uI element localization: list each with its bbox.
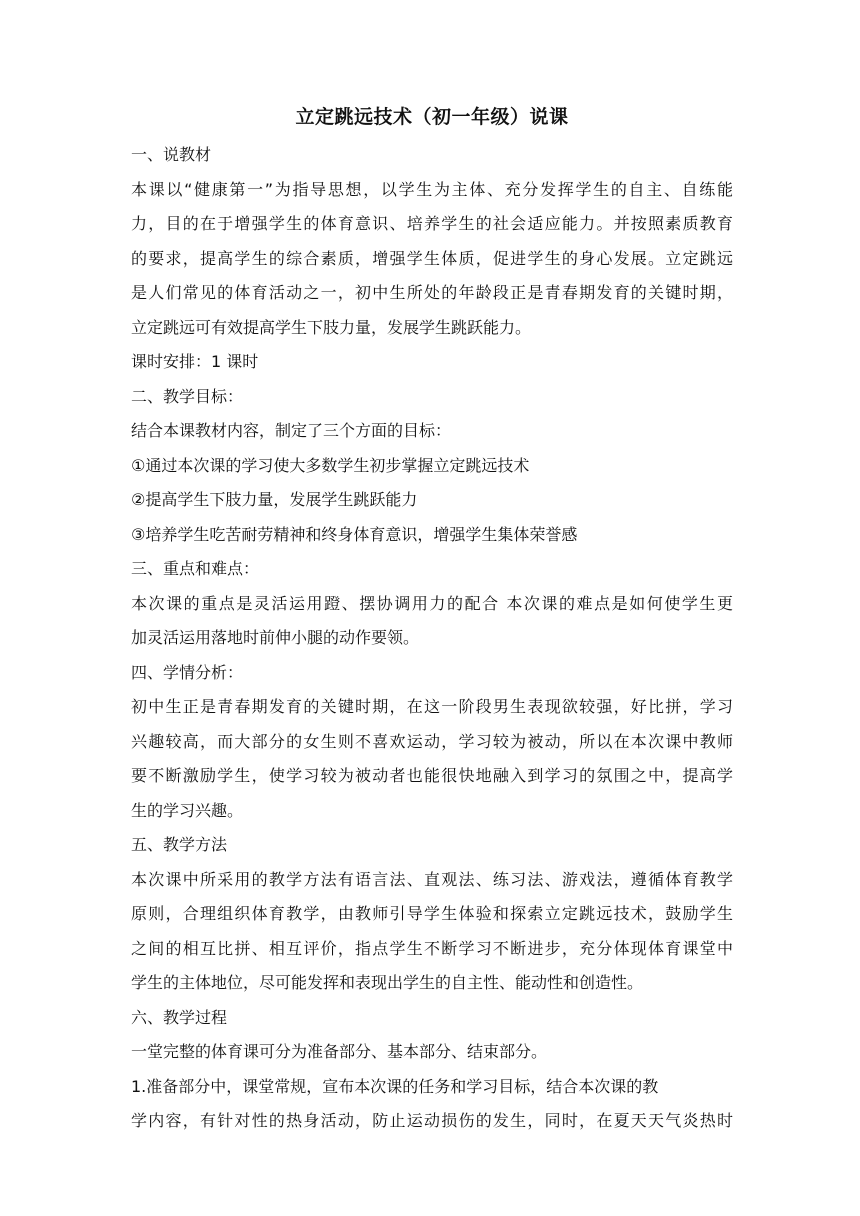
text-line: 初中生正是青春期发育的关键时期，在这一阶段男生表现欲较强，好比拼，学习 xyxy=(131,697,733,716)
text-line: 立定跳远可有效提高学生下肢力量，发展学生跳跃能力。 xyxy=(131,317,532,337)
process-intro: 一堂完整的体育课可分为准备部分、基本部分、结束部分。 xyxy=(131,1042,548,1061)
goal-item: ③培养学生吃苦耐劳精神和终身体育意识，增强学生集体荣誉感 xyxy=(131,524,578,544)
text-line: 原则，合理组织体育教学，由教师引导学生体验和探索立定跳远技术，鼓励学生 xyxy=(131,904,733,923)
paragraph-teaching-material xyxy=(131,173,733,346)
text-line: 力，目的在于增强学生的体育意识、培养学生的社会适应能力。并按照素质教育 xyxy=(131,214,733,233)
document-body xyxy=(131,100,733,1139)
section-heading-teaching-methods: 五、教学方法 xyxy=(131,835,228,854)
text-line: 本次课中所采用的教学方法有语言法、直观法、练习法、游戏法，遵循体育教学 xyxy=(131,869,733,889)
paragraph-key-points xyxy=(131,587,733,656)
goals-intro: 结合本课教材内容，制定了三个方面的目标： xyxy=(131,421,452,440)
section-heading-teaching-material: 一、说教材 xyxy=(131,145,212,164)
text-line: 要不断激励学生，使学习较为被动者也能很快地融入到学习的氛围之中，提高学 xyxy=(131,766,733,785)
section-heading-teaching-process: 六、教学过程 xyxy=(131,1007,228,1027)
text-line: 的要求，提高学生的综合素质，增强学生体质，促进学生的身心发展。立定跳远 xyxy=(131,248,733,268)
text-line: 学内容，有针对性的热身活动，防止运动损伤的发生，同时，在夏天天气炎热时 xyxy=(131,1111,733,1130)
document-title: 立定跳远技术（初一年级）说课 xyxy=(295,106,569,128)
process-item-continuation xyxy=(131,1104,733,1139)
process-item-line: 1.准备部分中，课堂常规，宣布本次课的任务和学习目标，结合本次课的教 xyxy=(131,1076,659,1096)
goal-item: ①通过本次课的学习使大多数学生初步掌握立定跳远技术 xyxy=(131,455,530,475)
section-heading-student-analysis: 四、学情分析： xyxy=(131,662,244,682)
text-line: 学生的主体地位，尽可能发挥和表现出学生的自主性、能动性和创造性。 xyxy=(131,973,644,992)
goal-item: ②提高学生下肢力量，发展学生跳跃能力 xyxy=(131,490,418,509)
text-line: 本次课的重点是灵活运用蹬、摆协调用力的配合 本次课的难点是如何使学生更 xyxy=(131,593,733,613)
text-line: 生的学习兴趣。 xyxy=(131,800,244,820)
text-line: 加灵活运用落地时前伸小腿的动作要领。 xyxy=(131,628,420,647)
class-schedule: 课时安排：1 课时 xyxy=(131,352,259,371)
text-line: 之间的相互比拼、相互评价，指点学生不断学习不断进步，充分体现体育课堂中 xyxy=(131,938,733,958)
text-line: 是人们常见的体育活动之一，初中生所处的年龄段正是青春期发育的关键时期， xyxy=(131,283,733,302)
text-line: 本课以“健康第一”为指导思想，以学生为主体、充分发挥学生的自主、自练能 xyxy=(131,179,733,199)
section-heading-teaching-goals: 二、教学目标： xyxy=(131,386,244,406)
paragraph-teaching-methods xyxy=(131,863,733,1001)
text-line: 兴趣较高，而大部分的女生则不喜欢运动，学习较为被动，所以在本次课中教师 xyxy=(131,731,733,751)
section-heading-key-points: 三、重点和难点： xyxy=(131,559,260,578)
paragraph-student-analysis xyxy=(131,690,733,828)
